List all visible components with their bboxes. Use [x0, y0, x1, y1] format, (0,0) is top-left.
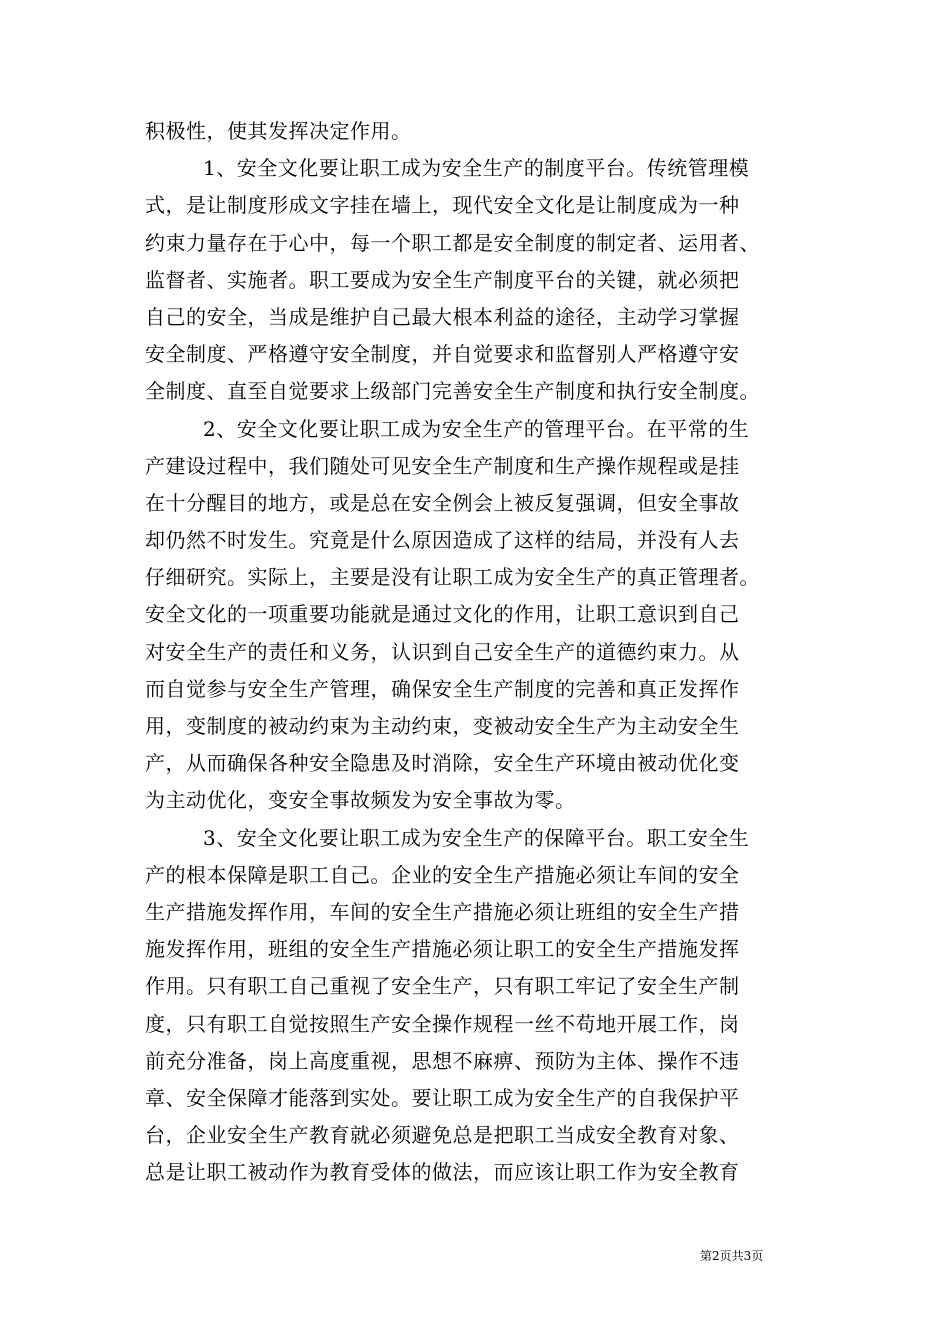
text-line: 2、安全文化要让职工成为安全生产的管理平台。在平常的生: [203, 416, 750, 441]
text-line: 为主动优化，变安全事故频发为安全事故为零。: [145, 788, 576, 813]
text-line: 积极性，使其发挥决定作用。: [145, 119, 412, 143]
text-line: 度，只有职工自觉按照生产安全操作规程一丝不苟地开展工作，岗: [145, 1011, 740, 1036]
text-line: 生产措施发挥作用，车间的安全生产措施必须让班组的安全生产措: [145, 899, 740, 924]
text-line: 前充分准备，岗上高度重视，思想不麻痹、预防为主体、操作不违: [145, 1048, 740, 1073]
text-line: 3、安全文化要让职工成为安全生产的保障平台。职工安全生: [203, 825, 750, 850]
text-line: 约束力量存在于心中，每一个职工都是安全制度的制定者、运用者、: [145, 230, 760, 255]
text-line: 安全制度、严格遵守安全制度，并自觉要求和监督别人严格遵守安: [145, 342, 740, 367]
text-line: 全制度、直至自觉要求上级部门完善安全生产制度和执行安全制度。: [145, 379, 760, 404]
text-line: 产的根本保障是职工自己。企业的安全生产措施必须让车间的安全: [145, 862, 740, 887]
text-line: 自己的安全，当成是维护自己最大根本利益的途径，主动学习掌握: [145, 304, 740, 329]
text-line: 总是让职工被动作为教育受体的做法，而应该让职工作为安全教育: [145, 1160, 740, 1185]
text-line: 监督者、实施者。职工要成为安全生产制度平台的关键，就必须把: [145, 267, 740, 292]
text-line: 却仍然不时发生。究竟是什么原因造成了这样的结局，并没有人去: [145, 528, 740, 553]
document-body: [145, 113, 809, 1191]
text-line: 仔细研究。实际上，主要是没有让职工成为安全生产的真正管理者。: [145, 565, 760, 590]
text-line: 对安全生产的责任和义务，认识到自己安全生产的道德约束力。从: [145, 639, 740, 664]
text-line: 安全文化的一项重要功能就是通过文化的作用，让职工意识到自己: [145, 602, 740, 627]
text-line: 章、安全保障才能落到实处。要让职工成为安全生产的自我保护平: [145, 1085, 740, 1110]
page-number: 第2页共3页: [700, 1249, 764, 1263]
text-line: 用，变制度的被动约束为主动约束，变被动安全生产为主动安全生: [145, 714, 740, 738]
text-line: 式，是让制度形成文字挂在墙上，现代安全文化是让制度成为一种: [145, 193, 740, 218]
text-line: 而自觉参与安全生产管理，确保安全生产制度的完善和真正发挥作: [145, 676, 740, 701]
text-line: 作用。只有职工自己重视了安全生产，只有职工牢记了安全生产制: [145, 974, 740, 999]
text-line: 在十分醒目的地方，或是总在安全例会上被反复强调，但安全事故: [145, 490, 740, 515]
text-line: 施发挥作用，班组的安全生产措施必须让职工的安全生产措施发挥: [145, 937, 740, 962]
text-line: 1、安全文化要让职工成为安全生产的制度平台。传统管理模: [203, 156, 750, 181]
text-line: 台，企业安全生产教育就必须避免总是把职工当成安全教育对象、: [145, 1123, 740, 1148]
text-line: 产建设过程中，我们随处可见安全生产制度和生产操作规程或是挂: [145, 453, 740, 478]
text-line: 产，从而确保各种安全隐患及时消除，安全生产环境由被动优化变: [145, 751, 740, 776]
